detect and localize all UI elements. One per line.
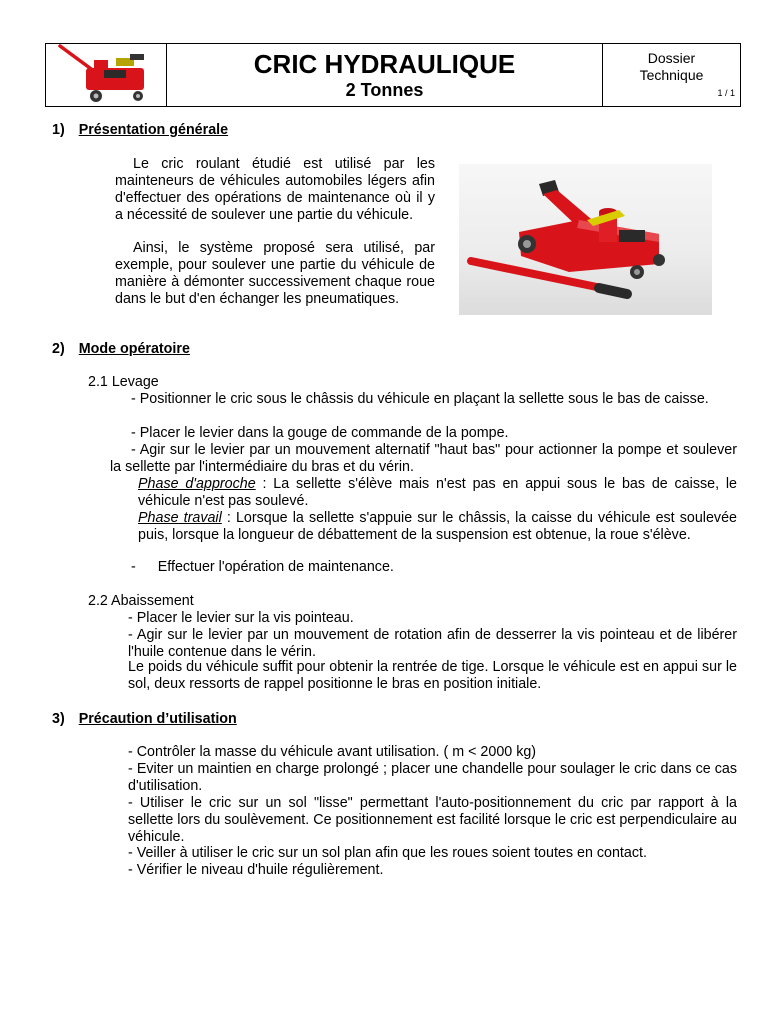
doc-type-line2: Technique <box>639 67 704 83</box>
lifting-step-2: - Placer le levier dans la gouge de commande de la pompe. <box>131 425 509 441</box>
subsection-2-1-title: 2.1 Levage <box>88 374 159 390</box>
lowering-step-1: - Placer le levier sur la vis pointeau. <box>128 610 354 626</box>
section-1-paragraph-2: Ainsi, le système proposé sera utilisé, par exemple, pour soulever une partie du véhicule de manière à démonter successivement chaque roue dans le but d'en échanger les pneumatiques. <box>115 240 435 307</box>
hydraulic-jack-image-icon <box>459 164 712 315</box>
jack-logo-icon <box>46 44 164 106</box>
section-2-number: 2) <box>52 341 65 357</box>
phase-approach <box>138 476 737 510</box>
phase-work-text: : Lorsque la sellette s'appuie sur le châssis, la caisse du véhicule est soulevée puis, lorsque la longueur de débattement de la suspension est obtenue, la roue s'élève. <box>138 510 737 543</box>
phase-work-label: Phase travail <box>138 510 222 526</box>
lifting-step-4-text: Effectuer l'opération de maintenance. <box>157 559 394 575</box>
section-1-title: Présentation générale <box>78 122 229 138</box>
phase-approach-label: Phase d'approche <box>138 476 256 492</box>
phase-approach-text: : La sellette s'élève mais n'est pas en appui sous le bas de caisse, le véhicule n'est pas soulevé. <box>138 476 738 509</box>
section-3-heading <box>52 711 237 728</box>
lifting-step-4 <box>131 559 394 576</box>
section-3-number: 3) <box>52 711 65 727</box>
header-title-cell <box>167 44 603 106</box>
precaution-3: - Utiliser le cric sur un sol "lisse" permettant l'auto-positionnement du cric par rapport à la sellette lors du soulèvement. Ce positionnement est facilité lorsque le cric est perpendiculaire au véhicule. <box>128 795 737 845</box>
jack-photo <box>459 164 712 315</box>
section-2-title: Mode opératoire <box>78 341 190 357</box>
section-1-number: 1) <box>52 122 65 138</box>
lifting-step-4-dash: - <box>131 559 136 575</box>
phase-work <box>138 510 737 544</box>
precaution-4: - Veiller à utiliser le cric sur un sol plan afin que les roues soient toutes en contact. <box>128 845 647 861</box>
document-title: CRIC HYDRAULIQUE <box>253 49 516 79</box>
subsection-2-2-title: 2.2 Abaissement <box>88 593 194 609</box>
doc-type-line1: Dossier <box>647 50 696 66</box>
section-1-heading <box>52 122 228 139</box>
header-doc-cell <box>603 44 740 106</box>
lowering-note: Le poids du véhicule suffit pour obtenir la rentrée de tige. Lorsque le véhicule est en appui sur le sol, deux ressorts de rappel positionne le bras en position initiale. <box>128 659 737 692</box>
document-subtitle: 2 Tonnes <box>345 80 424 100</box>
precaution-2: - Eviter un maintien en charge prolongé ; placer une chandelle pour soulager le cric dans ce cas d'utilisation. <box>128 761 737 794</box>
lifting-step-1: - Positionner le cric sous le châssis du véhicule en plaçant la sellette sous le bas de caisse. <box>131 391 709 407</box>
section-1-paragraph-1: Le cric roulant étudié est utilisé par les mainteneurs de véhicules automobiles légers afin d'effectuer des opérations de maintenance où il y a nécessité de soulever une partie du véhicule. <box>115 156 435 223</box>
precaution-1: - Contrôler la masse du véhicule avant utilisation. ( m < 2000 kg) <box>128 744 537 760</box>
header-box <box>45 43 741 107</box>
precaution-5: - Vérifier le niveau d'huile régulièrement. <box>128 862 384 878</box>
header-logo <box>46 44 167 106</box>
section-2-heading <box>52 341 190 358</box>
section-3-title: Précaution d’utilisation <box>78 711 237 727</box>
lowering-step-2: - Agir sur le levier par un mouvement de rotation afin de desserrer la vis pointeau et de libérer l'huile contenue dans le vérin. <box>128 627 737 660</box>
page-number: 1 / 1 <box>717 88 735 98</box>
lifting-step-3: - Agir sur le levier par un mouvement alternatif "haut bas" pour actionner la pompe et soulever la sellette par l'intermédiaire du bras et du vérin. <box>110 442 737 475</box>
